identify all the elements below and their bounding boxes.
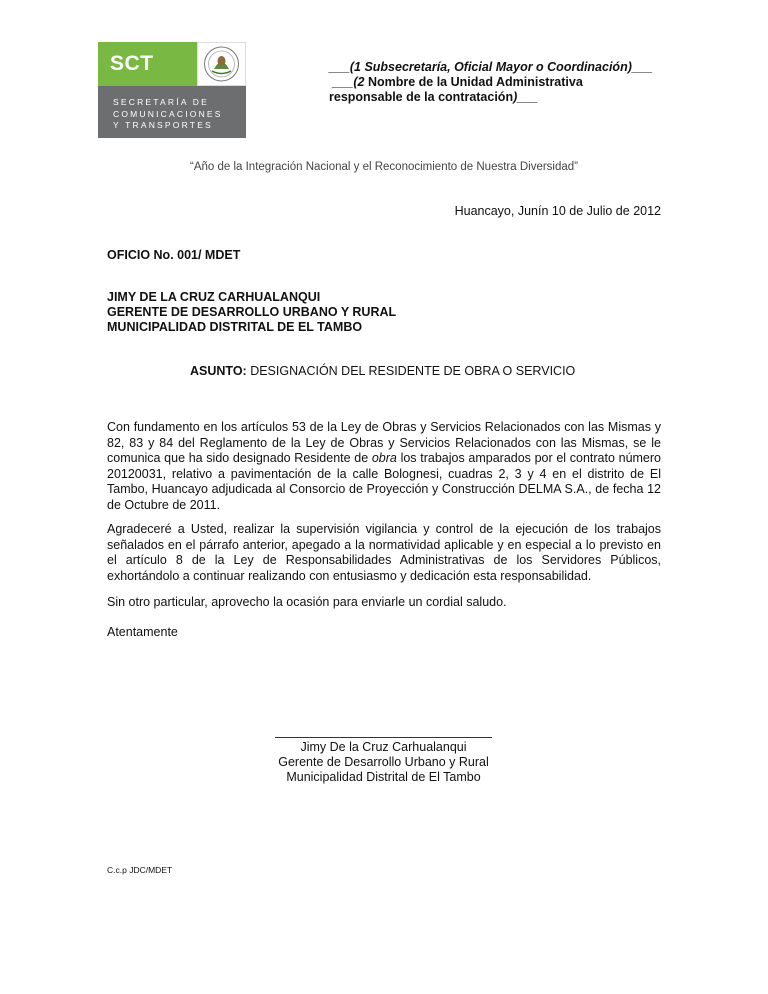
logo-green-block <box>98 42 197 86</box>
addressee-title: GERENTE DE DESARROLLO URBANO Y RURAL <box>107 305 397 319</box>
logo-abbr: SCT <box>110 52 154 75</box>
header-line-1: ___(1 Subsecretaría, Oficial Mayor o Coordinación)___ <box>329 60 653 74</box>
mexican-coat-of-arms-icon <box>197 42 246 86</box>
oficio-number: OFICIO No. 001/ MDET <box>107 248 241 262</box>
sct-logo <box>98 42 246 138</box>
subject-label: ASUNTO: <box>190 364 247 378</box>
logo-line: Y TRANSPORTES <box>113 120 213 130</box>
header-line-3: responsable de la contratación <box>329 90 514 104</box>
signature-line <box>275 737 492 738</box>
body-paragraph-2: Agradeceré a Usted, realizar la supervisión vigilancia y control de la ejecución de los trabajos señalados en el párrafo anterior, apegado a la normatividad aplicable y en especial a lo previsto en el artículo 8 de la Ley de Responsabilidades Administrativas de los Servidores Públicos, exhortándolo a continuar realizando con entusiasmo y dedicación esta responsabilidad. <box>107 522 661 583</box>
body-paragraph-3: Sin otro particular, aprovecho la ocasión para enviarle un cordial saludo. <box>107 595 507 609</box>
body-paragraph-1 <box>107 420 661 513</box>
year-motto: “Año de la Integración Nacional y el Reconocimiento de Nuestra Diversidad” <box>189 161 578 173</box>
logo-text <box>113 97 223 132</box>
logo-line: SECRETARÍA DE <box>113 97 209 107</box>
header-line-3-suffix: )___ <box>513 90 539 104</box>
paragraph-italic-word: obra <box>371 451 397 465</box>
header-line-2-prefix: ___(2 <box>332 75 368 89</box>
carbon-copy-note: C.c.p JDC/MDET <box>107 865 173 875</box>
subject-text: DESIGNACIÓN DEL RESIDENTE DE OBRA O SERVICIO <box>246 364 576 378</box>
addressee-organization: MUNICIPALIDAD DISTRITAL DE EL TAMBO <box>107 320 363 334</box>
paragraph-text: los trabajos amparados por el contrato número 20120031, relativo a pavimentación de la calle Bolognesi, cuadras 2, 3 y 4 en el distrito de El Tambo, Huancayo adjudicada al Consorcio de Proyección y Construcción DELMA S.A., de fecha 12 de Octubre de 2011. <box>107 451 661 512</box>
signer-name: Jimy De la Cruz Carhualanqui <box>300 740 467 754</box>
logo-line: COMUNICACIONES <box>113 108 223 119</box>
subject-line <box>190 364 575 378</box>
letter-date: Huancayo, Junín 10 de Julio de 2012 <box>454 204 661 218</box>
closing: Atentamente <box>107 625 178 639</box>
paragraph-text: Con fundamento en los artículos 53 de la Ley de Obras y Servicios Relacionados con las Mismas y 82, 83 y 84 del Reglamento de la Ley de Obras y Servicios Relacionados con las Mismas, se le comunica que ha sido designado Residente de <box>107 420 661 465</box>
signer-organization: Municipalidad Distrital de El Tambo <box>286 770 481 784</box>
header-line-2: Nombre de la Unidad Administrativa <box>367 75 583 89</box>
signature-block <box>275 740 492 785</box>
addressee-name: JIMY DE LA CRUZ CARHUALANQUI <box>107 290 321 304</box>
addressee-block <box>107 290 396 335</box>
letterhead-placeholder <box>329 60 653 105</box>
signer-title: Gerente de Desarrollo Urbano y Rural <box>278 755 489 769</box>
